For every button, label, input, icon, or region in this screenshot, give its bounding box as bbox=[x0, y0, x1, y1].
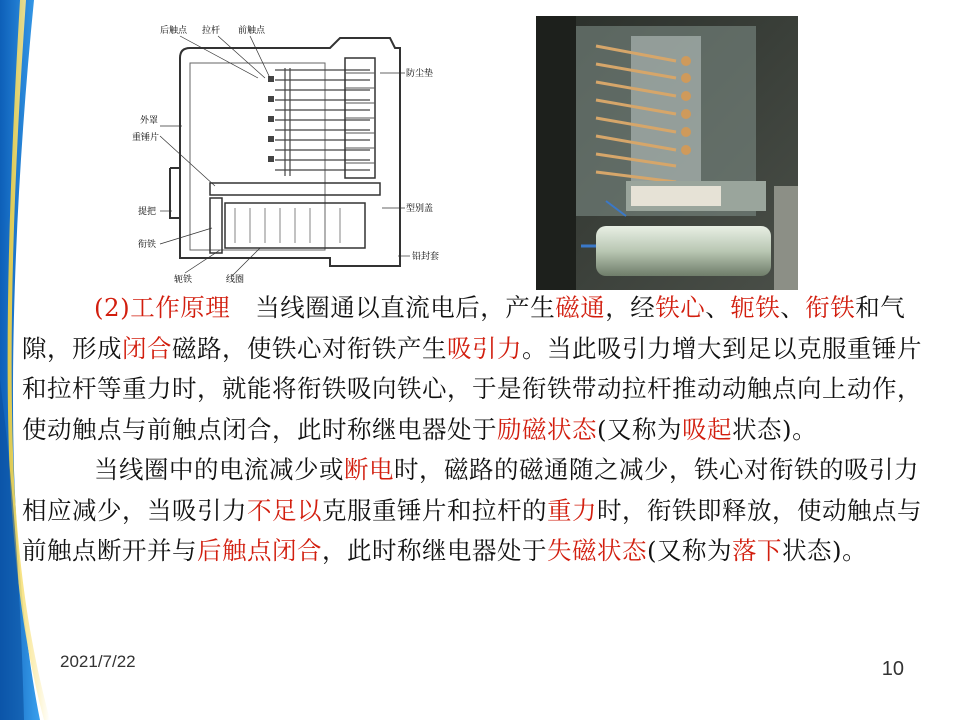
highlight-dropped: 落下 bbox=[732, 536, 783, 565]
text-span: 当线圈中的电流减少或 bbox=[94, 455, 344, 484]
highlight-demagnetized-state: 失磁状态 bbox=[547, 536, 647, 565]
footer-date: 2021/7/22 bbox=[60, 652, 136, 671]
highlight-power-off: 断电 bbox=[344, 455, 394, 484]
label-dust-pad: 防尘垫 bbox=[406, 69, 434, 79]
highlight-attraction: 吸引力 bbox=[447, 333, 522, 363]
heading-working-principle: (2)工作原理 bbox=[94, 293, 231, 322]
slide-number: 10 bbox=[881, 658, 904, 680]
label-handle: 提把 bbox=[138, 207, 157, 217]
text-span: 状态)。 bbox=[782, 536, 868, 565]
label-lead-seal-sleeve: 铅封套 bbox=[412, 252, 440, 262]
text-span: 时，磁路的磁通随之减少，铁心对衔铁的吸引力相应减少，当吸引力 bbox=[22, 455, 919, 525]
label-housing: 外罩 bbox=[140, 116, 159, 126]
body-text bbox=[22, 288, 942, 572]
text-span: (又称为 bbox=[597, 414, 683, 444]
highlight-gravity: 重力 bbox=[547, 495, 597, 525]
text-span: 、 bbox=[705, 293, 731, 322]
text-span: 克服重锤片和拉杆的 bbox=[322, 495, 547, 525]
paragraph-working-principle bbox=[22, 288, 942, 450]
text-span: (又称为 bbox=[647, 536, 733, 565]
label-front-contact: 前触点 bbox=[238, 26, 266, 36]
highlight-back-contact-closed: 后触点闭合 bbox=[197, 536, 322, 565]
highlight-closed: 闭合 bbox=[122, 333, 172, 363]
text-span: 时，衔铁即释放，使动触点与前触点断开并与 bbox=[22, 495, 922, 565]
highlight-magnetic-flux: 磁通 bbox=[555, 293, 606, 322]
text-span: 状态)。 bbox=[732, 414, 818, 444]
label-pull-rod: 拉杆 bbox=[202, 26, 221, 36]
highlight-yoke: 轭铁 bbox=[730, 293, 781, 322]
text-span: ，此时称继电器处于 bbox=[322, 536, 547, 565]
text-span: 。当此吸引力增大到足以克服重锤片和拉杆等重力时，就能将衔铁吸向铁心，于是衔铁带动拉杆推动动触点向上动作，使动触点与前触点闭合，此时称继电器处于 bbox=[22, 333, 922, 444]
highlight-iron-core: 铁心 bbox=[655, 293, 706, 322]
label-type-cover: 型别盖 bbox=[406, 204, 434, 214]
text-span: 磁路，使铁心对衔铁产生 bbox=[172, 333, 447, 363]
highlight-picked-up: 吸起 bbox=[682, 414, 733, 444]
highlight-excited-state: 励磁状态 bbox=[497, 414, 597, 444]
label-back-contact: 后触点 bbox=[160, 26, 188, 36]
highlight-insufficient: 不足以 bbox=[247, 495, 322, 525]
label-coil: 线圈 bbox=[226, 275, 245, 285]
text-span: ，经 bbox=[605, 293, 656, 322]
text-span: 当线圈通以直流电后，产生 bbox=[230, 293, 556, 322]
relay-structure-diagram bbox=[132, 18, 470, 286]
relay-photo bbox=[536, 16, 798, 290]
label-yoke: 轭铁 bbox=[174, 275, 193, 285]
label-weight-piece: 重锤片 bbox=[132, 133, 160, 143]
highlight-armature: 衔铁 bbox=[805, 293, 856, 322]
text-span: 和气隙，形成 bbox=[22, 293, 906, 363]
text-span: 、 bbox=[780, 293, 806, 322]
label-armature: 衔铁 bbox=[138, 240, 157, 250]
paragraph-release bbox=[22, 450, 942, 572]
